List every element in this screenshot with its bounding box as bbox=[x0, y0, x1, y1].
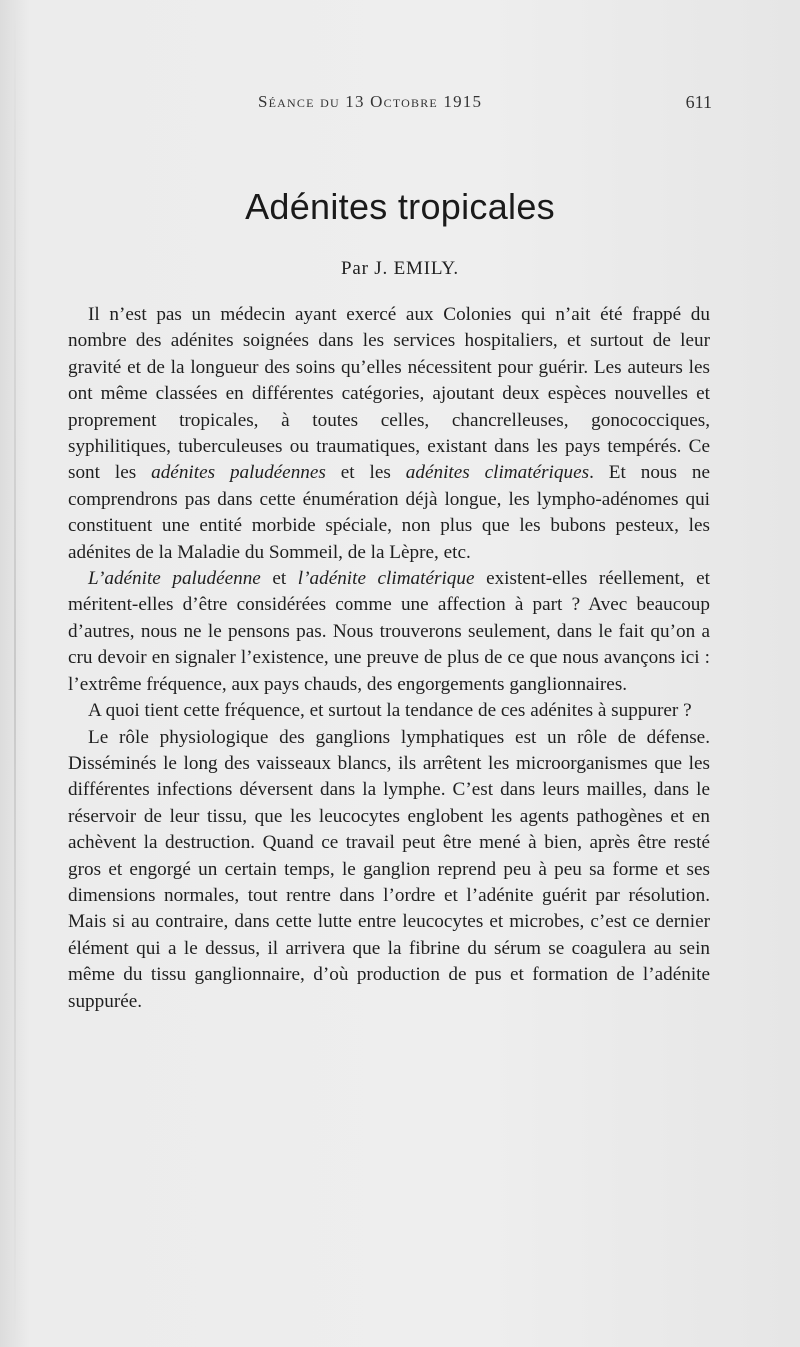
paragraph-1-italic-1: adénites paludéennes bbox=[151, 462, 326, 484]
article-body bbox=[68, 302, 710, 1015]
paragraph-2-text-b: existent-elles réellement, et méritent-elles d’être considérées comme une affection à part ? Avec beaucoup d’autres, nous ne le pensons pas. Nous trouverons seulement, dans le fait qu’on a cru devoir en signaler l’existence, une preuve de plus de ce que nous avançons ici : l’extrême fréquence, aux pays chauds, des engorgements ganglionnaires. bbox=[68, 568, 710, 695]
page-number: 611 bbox=[685, 92, 712, 112]
paragraph-1-text-a: Il n’est pas un médecin ayant exercé aux Colonies qui n’ait été frappé du nombre des adénites soignées dans les services hospitaliers, et surtout de leur gravité et de la longueur des soins qu’elles nécessitent pour guérir. Les auteurs les ont même classées en différentes catégories, ajoutant deux espèces nouvelles et proprement tropicales, à toutes celles, chancrelleuses, gonococciques, syphilitiques, tuberculeuses ou traumatiques, existant dans les pays tempérés. Ce sont les bbox=[68, 304, 710, 484]
paragraph-1-italic-2: adénites climatériques bbox=[405, 462, 590, 484]
running-head: Séance du 13 Octobre 1915 bbox=[258, 92, 483, 111]
paragraph-4: Le rôle physiologique des ganglions lymphatiques est un rôle de défense. Disséminés le long des vaisseaux blancs, ils arrêtent les microorganismes que les différentes infections déversent dans la lymphe. C’est dans leurs mailles, dans le réservoir de leur tissu, que les leucocytes englobent les agents pathogènes et en achèvent la destruction. Quand ce travail peut être mené à bien, après être resté gros et engorgé un certain temps, le ganglion reprend peu à peu sa forme et ses dimensions normales, tout rentre dans l’ordre et l’adénite guérit par résolution. Mais si au contraire, dans cette lutte entre leucocytes et microbes, c’est ce dernier élément qui a le dessus, il arrivera que la fibrine du sérum se coagulera au sein même du tissu ganglionnaire, d’où production de pus et formation de l’adénite suppurée. bbox=[68, 726, 710, 1012]
paragraph-2-text-a: et bbox=[260, 568, 298, 590]
article-title: Adénites tropicales bbox=[245, 186, 555, 227]
paragraph-1-text-c: . Et nous ne comprendrons pas dans cette énumération déjà longue, les lympho-adénomes qui constituent une entité morbide spéciale, non plus que les bubons pesteux, les adénites de la Maladie du Sommeil, de la Lèpre, etc. bbox=[68, 462, 710, 563]
paragraph-2-italic-1: L’adénite paludéenne bbox=[88, 568, 261, 590]
paragraph-3: A quoi tient cette fréquence, et surtout la tendance de ces adénites à suppurer ? bbox=[88, 700, 692, 722]
article-byline: Par J. EMILY. bbox=[341, 258, 459, 279]
paragraph-2-italic-2: l’adénite climatérique bbox=[297, 568, 475, 590]
paragraph-1 bbox=[68, 302, 710, 566]
paragraph-2 bbox=[68, 566, 710, 698]
binding-shadow bbox=[14, 0, 16, 1347]
paragraph-1-text-b: et les bbox=[325, 462, 406, 484]
